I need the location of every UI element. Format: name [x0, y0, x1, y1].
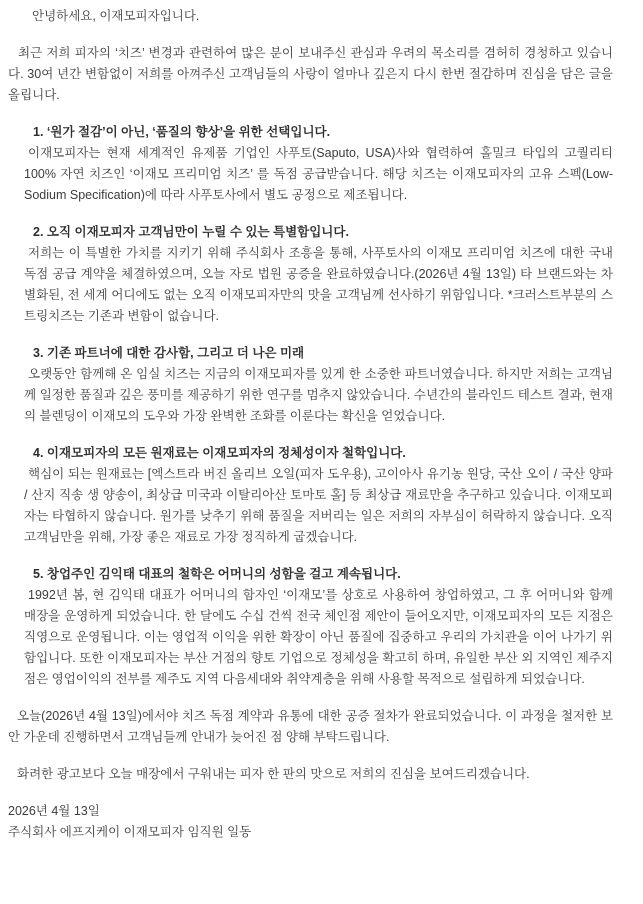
section-5-paragraph: 1992년 봄, 현 김익태 대표가 어머니의 함자인 ‘이재모’를 상호로 사용하여 창업하였고, 그 후 어머니와 함께 매장을 운영하게 되었습니다. 한 달에도 수십 건씩 전국 체인점 제안이 들어오지만, 이재모피자의 모든 지점은 직영으로 운영됩니다. 이는 영업적 이익을 위한 확장이 아닌 품질에 집중하고 우리의 가치관을 이어 나가기 위함입니다. 또한 이재모피자는 부산 거점의 향토 기업으로 정체성을 확고히 하며, 유일한 부산 외 지역인 제주지점은 영업이익의 전부를 제주도 지역 다음세대와 취약계층을 위해 사용할 목적으로 설립하게 되었습니다. [24, 588, 613, 686]
section-4-paragraph: 핵심이 되는 원재료는 [엑스트라 버진 올리브 오일(피자 도우용), 고이아사 유기농 원당, 국산 오이 / 국산 양파 / 산지 직송 생 양송이, 최상급 미국과 이탈리아산 토마토 홀] 등 최상급 재료만을 추구하고 있습니다. 이재모피자는 타협하지 않습니다. 원가를 낮추기 위해 품질을 저버리는 일은 저희의 자부심이 허락하지 않습니다. 오직 고객님만을 위해, 가장 좋은 재료로 가장 정직하게 굽겠습니다. [24, 467, 613, 544]
signature-text: 주식회사 에프지케이 이재모피자 임직원 일동 [8, 825, 252, 839]
section-2-paragraph: 저희는 이 특별한 가치를 지키기 위해 주식회사 조흥을 통해, 사푸토사의 이재모 프리미엄 치즈에 대한 국내 독점 공급 계약을 체결하였으며, 오늘 자로 법원 공증을 완료하였습니다.(2026년 4월 13일) 타 브랜드와는 차별화된, 전 세계 어디에도 없는 오직 이재모피자만의 맛을 고객님께 선사하기 위함입니다. *크러스트부분의 스트링치즈는 기존과 변함이 없습니다. [24, 246, 613, 323]
greeting-text: 안녕하세요, 이재모피자입니다. [32, 9, 200, 23]
section-2 [24, 222, 613, 327]
section-3-heading: 3. 기존 파트너에 대한 감사함, 그리고 더 나은 미래 [33, 346, 305, 360]
date-text: 2026년 4월 13일 [8, 804, 100, 818]
section-1-paragraph: 이재모피자는 현재 세계적인 유제품 기업인 사푸토(Saputo, USA)사와 협력하여 홀밀크 타입의 고퀄리티 100% 자연 치즈인 ‘이재모 프리미엄 치즈’ 를 독점 공급받습니다. 해당 치즈는 이재모피자의 고유 스펙(Low-Sodium Specification)에 따라 사푸토사에서 별도 공정으로 제조됩니다. [24, 146, 613, 202]
section-2-heading: 2. 오직 이재모피자 고객님만이 누릴 수 있는 특별함입니다. [33, 225, 349, 239]
section-4 [24, 443, 613, 548]
section-5-heading: 5. 창업주인 김익태 대표의 철학은 어머니의 성함을 걸고 계속됩니다. [33, 567, 401, 581]
section-4-heading: 4. 이재모피자의 모든 원재료는 이재모피자의 정체성이자 철학입니다. [33, 446, 406, 460]
section-1 [24, 122, 613, 206]
closing-paragraph-2: 화려한 광고보다 오늘 매장에서 구워내는 피자 한 판의 맛으로 저희의 진심을 보여드리겠습니다. [17, 767, 530, 781]
section-3 [24, 343, 613, 427]
closing-paragraph-1: 오늘(2026년 4월 13일)에서야 치즈 독점 계약과 유통에 대한 공증 절차가 완료되었습니다. 이 과정을 철저한 보안 가운데 진행하면서 고객님들께 안내가 늦어진 점 양해 부탁드립니다. [8, 709, 613, 744]
section-5 [24, 564, 613, 690]
intro-paragraph: 최근 저희 피자의 ‘치즈’ 변경과 관련하여 많은 분이 보내주신 관심과 우려의 목소리를 겸허히 경청하고 있습니다. 30여 년간 변함없이 저희를 아껴주신 고객님들의 사랑이 얼마나 깊은지 다시 한번 절감하며 진심을 담은 글을 올립니다. [8, 46, 613, 102]
section-3-paragraph: 오랫동안 함께해 온 임실 치즈는 지금의 이재모피자를 있게 한 소중한 파트너였습니다. 하지만 저희는 고객님께 일정한 품질과 깊은 풍미를 제공하기 위한 연구를 멈추지 않았습니다. 수년간의 블라인드 테스트 결과, 현재의 블렌딩이 이재모의 도우와 가장 완벽한 조화를 이룬다는 확신을 얻었습니다. [24, 367, 613, 423]
section-1-heading: 1. ‘원가 절감’이 아닌, ‘품질의 향상’을 위한 선택입니다. [33, 125, 331, 139]
